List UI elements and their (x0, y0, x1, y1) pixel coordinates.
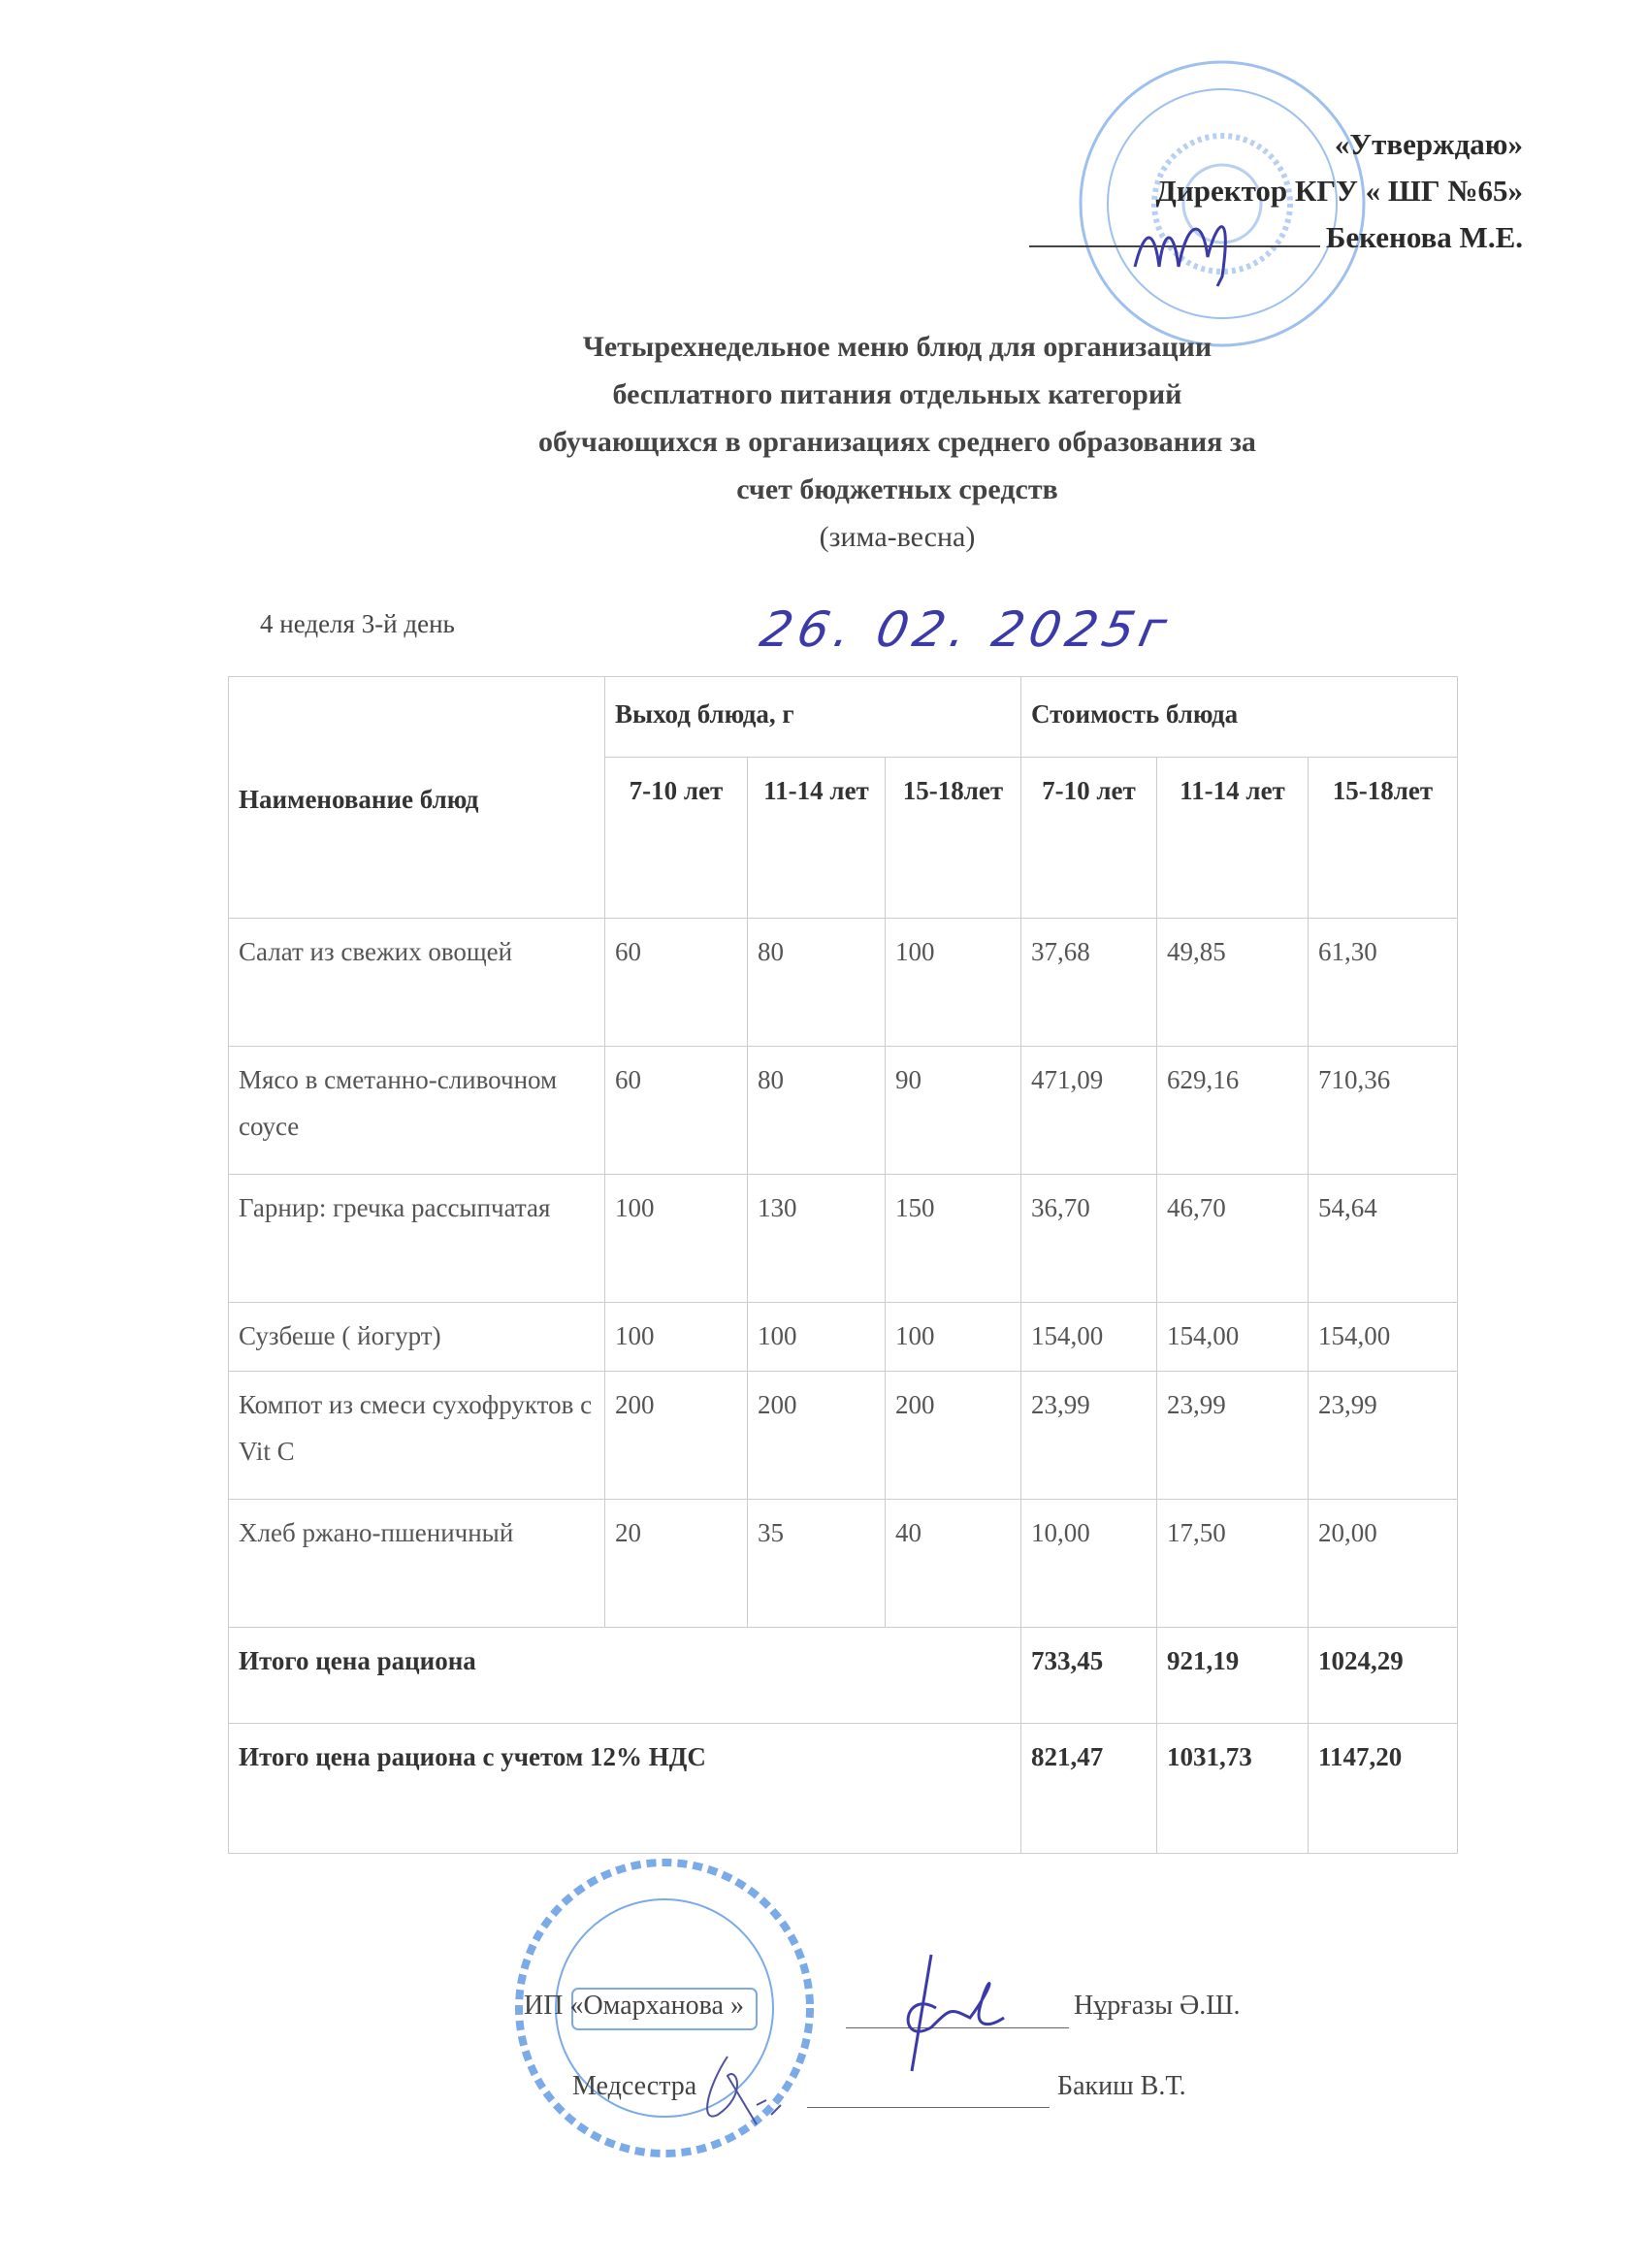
title-line: обучающихся в организациях среднего образования за (538, 426, 1256, 458)
director-signature (1125, 199, 1271, 286)
cost-cell: 20,00 (1309, 1500, 1458, 1628)
title-line: бесплатного питания отдельных категорий (612, 378, 1182, 410)
supplier-signature (892, 1950, 1018, 2076)
total-value: 1024,29 (1309, 1628, 1458, 1724)
cost-cell: 46,70 (1157, 1175, 1309, 1303)
nurse-sign-name: Бакиш В.Т. (1057, 2071, 1186, 2101)
nurse-signature (689, 2047, 805, 2134)
dish-name: Салат из свежих овощей (229, 919, 605, 1047)
yield-cell: 100 (748, 1303, 886, 1372)
total-vat-value: 1031,73 (1157, 1724, 1309, 1854)
cost-cell: 36,70 (1021, 1175, 1157, 1303)
yield-cell: 90 (886, 1047, 1021, 1175)
age-header: 11-14 лет (748, 758, 886, 919)
cost-cell: 710,36 (1309, 1047, 1458, 1175)
title-line: Четырехнедельное меню блюд для организации (582, 331, 1212, 363)
table-row (229, 919, 1458, 1047)
title-block (0, 323, 1649, 561)
yield-cell: 200 (605, 1372, 748, 1500)
title-season: (зима-весна) (819, 521, 976, 553)
yield-cell: 20 (605, 1500, 748, 1628)
cost-cell: 471,09 (1021, 1047, 1157, 1175)
approval-heading: «Утверждаю» (1334, 127, 1523, 161)
column-group-cost: Стоимость блюда (1021, 677, 1458, 758)
cost-cell: 54,64 (1309, 1175, 1458, 1303)
cost-cell: 49,85 (1157, 919, 1309, 1047)
cost-cell: 154,00 (1021, 1303, 1157, 1372)
cost-cell: 23,99 (1309, 1372, 1458, 1500)
age-header: 11-14 лет (1157, 758, 1309, 919)
dish-name: Компот из смеси сухофруктов с Vit C (229, 1372, 605, 1500)
yield-cell: 60 (605, 1047, 748, 1175)
column-group-yield: Выход блюда, г (605, 677, 1021, 758)
table-row (229, 1175, 1458, 1303)
table-row (229, 1500, 1458, 1628)
day-label: 4 неделя 3-й день (260, 609, 455, 638)
dish-name: Гарнир: гречка рассыпчатая (229, 1175, 605, 1303)
approval-name: Бекенова М.Е. (1325, 220, 1523, 254)
cost-cell: 61,30 (1309, 919, 1458, 1047)
cost-cell: 23,99 (1021, 1372, 1157, 1500)
age-header: 15-18лет (1309, 758, 1458, 919)
dish-name: Сузбеше ( йогурт) (229, 1303, 605, 1372)
total-vat-value: 1147,20 (1309, 1724, 1458, 1854)
nurse-signature-line (807, 2107, 1050, 2108)
yield-cell: 130 (748, 1175, 886, 1303)
dish-name: Хлеб ржано-пшеничный (229, 1500, 605, 1628)
handwritten-date: 26. 02. 2025г (755, 601, 1178, 658)
yield-cell: 100 (886, 919, 1021, 1047)
title-line: счет бюджетных средств (736, 473, 1058, 505)
yield-cell: 200 (748, 1372, 886, 1500)
total-vat-value: 821,47 (1021, 1724, 1157, 1854)
cost-cell: 154,00 (1157, 1303, 1309, 1372)
nurse-label: Медсестра (572, 2071, 697, 2101)
yield-cell: 150 (886, 1175, 1021, 1303)
approval-position: Директор КГУ « ШГ №65» (1155, 174, 1523, 208)
column-header-name: Наименование блюд (229, 677, 605, 919)
total-label: Итого цена рациона (229, 1628, 1021, 1724)
yield-cell: 100 (886, 1303, 1021, 1372)
cost-cell: 629,16 (1157, 1047, 1309, 1175)
yield-cell: 200 (886, 1372, 1021, 1500)
approval-block (1029, 121, 1523, 261)
cost-cell: 17,50 (1157, 1500, 1309, 1628)
age-header: 15-18лет (886, 758, 1021, 919)
supplier-sign-name: Нұрғазы Ә.Ш. (1074, 1991, 1241, 2021)
yield-cell: 100 (605, 1175, 748, 1303)
yield-cell: 100 (605, 1303, 748, 1372)
yield-cell: 60 (605, 919, 748, 1047)
menu-table (228, 676, 1458, 1854)
supplier-label: ИП «Омарханова » (524, 1991, 744, 2021)
yield-cell: 35 (748, 1500, 886, 1628)
table-row (229, 1047, 1458, 1175)
total-vat-label: Итого цена рациона с учетом 12% НДС (229, 1724, 1021, 1854)
total-vat-row (229, 1724, 1458, 1854)
yield-cell: 80 (748, 1047, 886, 1175)
cost-cell: 37,68 (1021, 919, 1157, 1047)
dish-name: Мясо в сметанно-сливочном соусе (229, 1047, 605, 1175)
cost-cell: 10,00 (1021, 1500, 1157, 1628)
yield-cell: 80 (748, 919, 886, 1047)
age-header: 7-10 лет (1021, 758, 1157, 919)
total-value: 921,19 (1157, 1628, 1309, 1724)
table-header-row (229, 677, 1458, 758)
age-header: 7-10 лет (605, 758, 748, 919)
total-value: 733,45 (1021, 1628, 1157, 1724)
total-row (229, 1628, 1458, 1724)
table-row (229, 1372, 1458, 1500)
yield-cell: 40 (886, 1500, 1021, 1628)
cost-cell: 154,00 (1309, 1303, 1458, 1372)
cost-cell: 23,99 (1157, 1372, 1309, 1500)
table-row (229, 1303, 1458, 1372)
